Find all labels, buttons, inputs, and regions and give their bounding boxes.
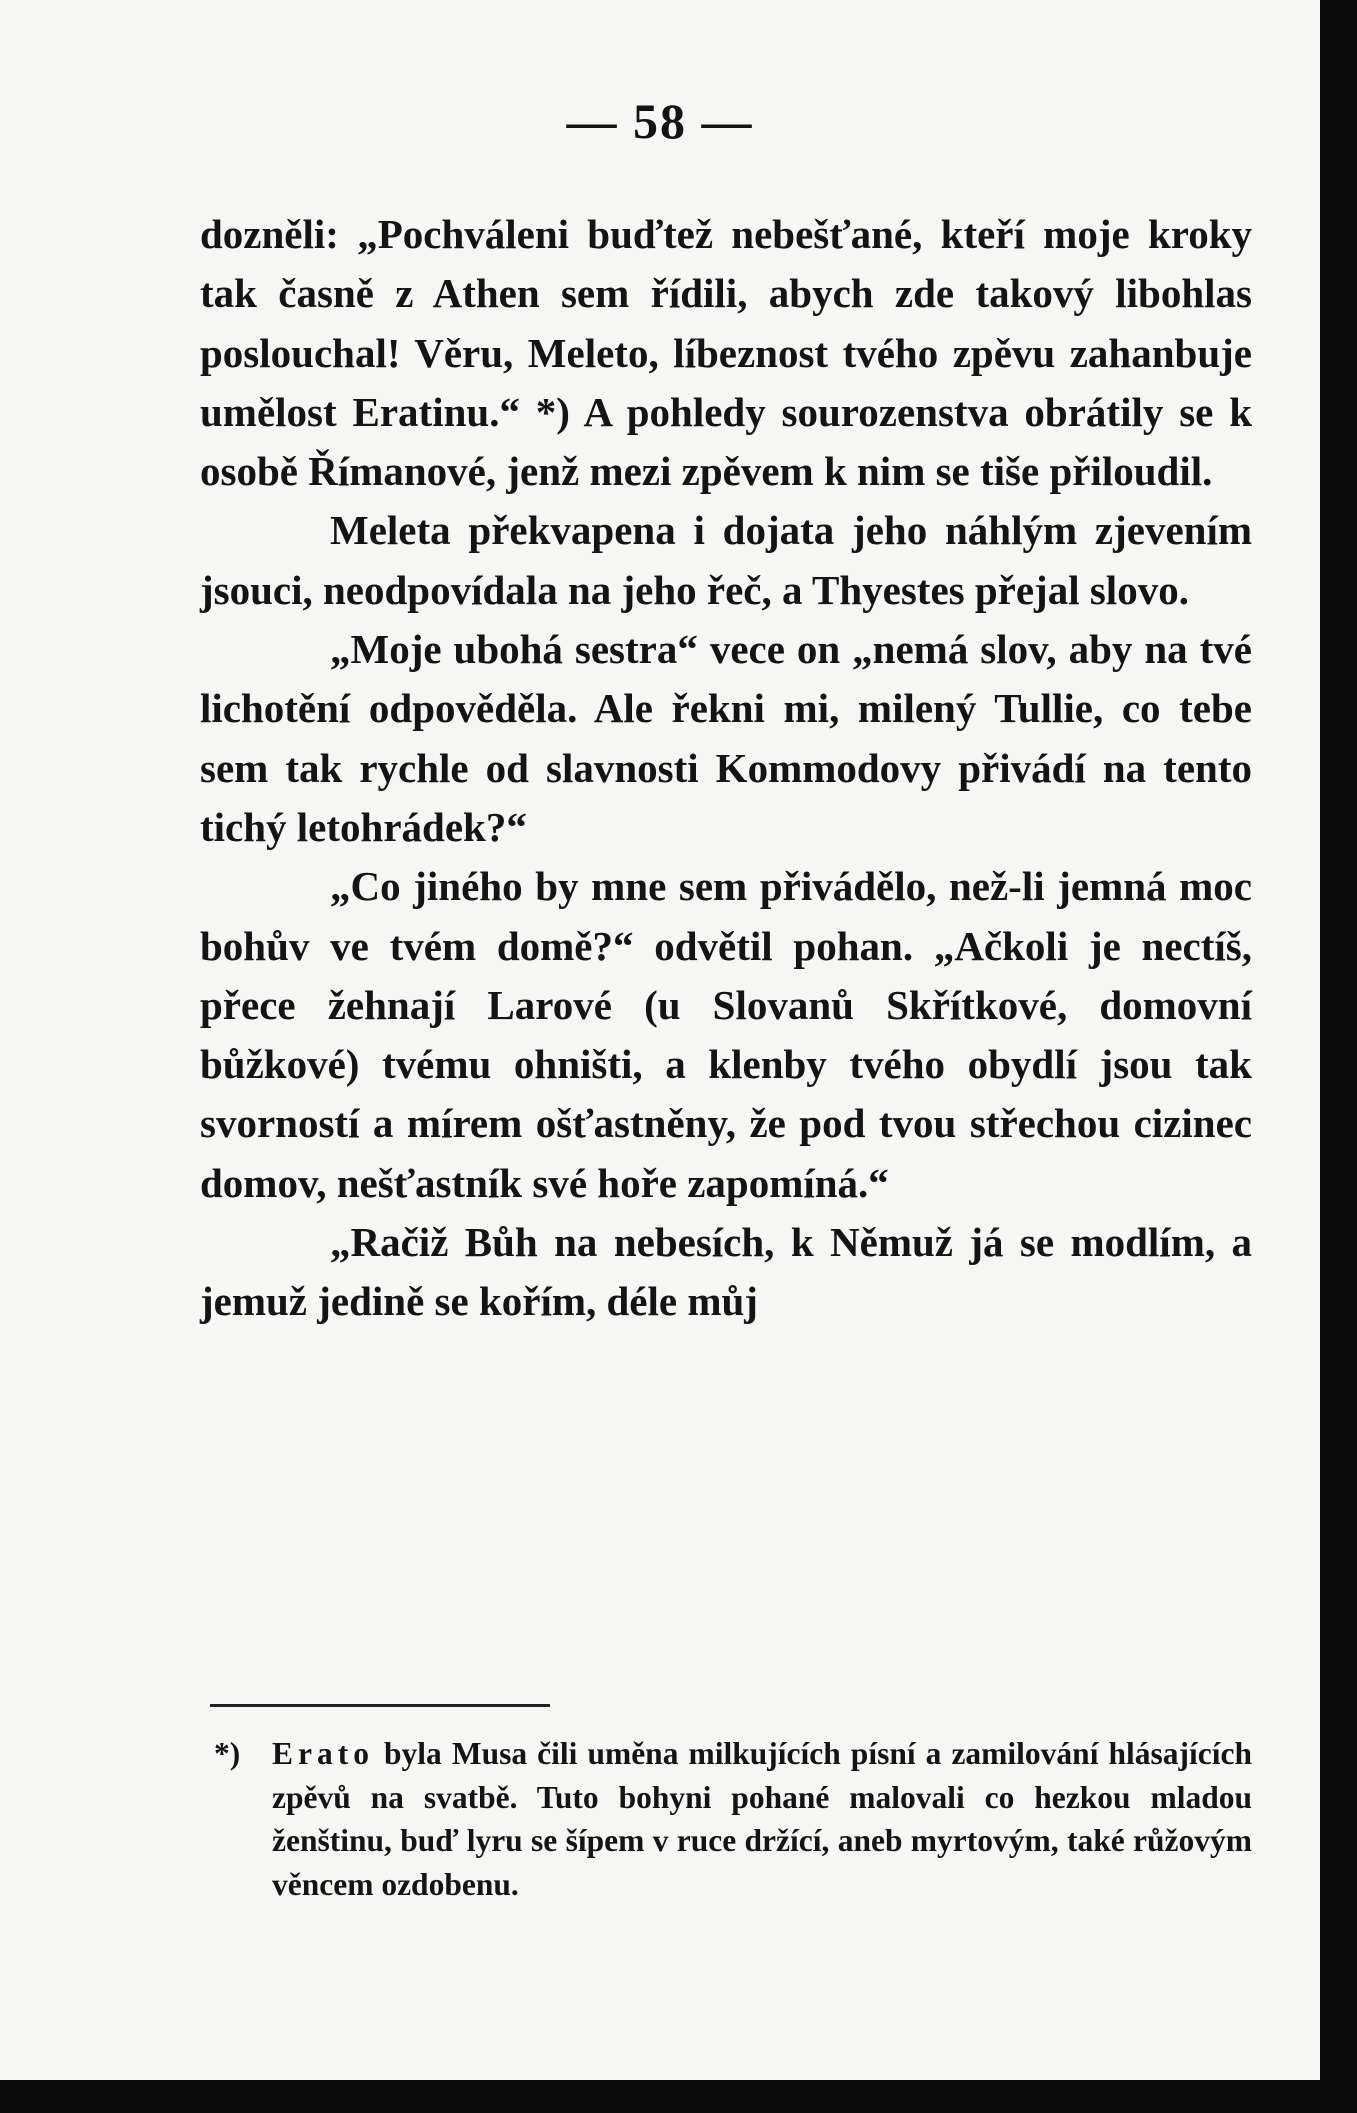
- paragraph-4: „Co jiného by mne sem přivádělo, než-li jemná moc bohův ve tvém domě?“ odvětil pohan. „Ačkoli je nectíš, přece žehnají Larové (u Slovanů Skřítkové, domovní bůžkové) tvému ohništi, a klenby tvého obydlí jsou tak svorností a mírem ošťastněny, že pod tvou střechou cizinec domov, nešťastník své hoře zapomíná.“: [200, 863, 1252, 1206]
- body-text: [200, 205, 1252, 1332]
- page-number: — 58 —: [566, 93, 754, 149]
- paragraph-5: „Račiž Bůh na nebesích, k Němuž já se modlím, a jemuž jedině se kořím, déle můj: [200, 1219, 1252, 1325]
- paragraph-3: „Moje ubohá sestra“ vece on „nemá slov, aby na tvé lichotění odpověděla. Ale řekni mi, milený Tullie, co tebe sem tak rychle od slavnosti Kommodovy přivádí na tento tichý letohrádek?“: [200, 626, 1252, 850]
- scan-border-bottom: [0, 2080, 1357, 2113]
- scan-border-right: [1320, 0, 1357, 2113]
- footnote-term: Erato: [272, 1736, 374, 1771]
- footnote-body: [214, 1732, 1252, 1906]
- footnote-text: byla Musa čili uměna milkujících písní a zamilování hlásajících zpěvů na svatbě. Tuto bohyni pohané malovali co hezkou mladou ženštinu, buď lyru se šípem v ruce držící, aneb myrtovým, také růžovým věncem ozdobenu.: [272, 1736, 1252, 1902]
- footnote-marker: *): [214, 1736, 241, 1771]
- paragraph-2: Meleta překvapena i dojata jeho náhlým zjevením jsouci, neodpovídala na jeho řeč, a Thyestes přejal slovo.: [200, 507, 1252, 613]
- footnote: [214, 1732, 1252, 1906]
- paragraph-1: dozněli: „Pochváleni buďtež nebešťané, kteří moje kroky tak časně z Athen sem řídili, abych zde takový libohlas poslouchal! Věru, Meleto, líbeznost tvého zpěvu zahanbuje umělost Eratinu.“ *) A pohledy sourozenstva obrátily se k osobě Římanové, jenž mezi zpěvem k nim se tiše přiloudil.: [200, 211, 1252, 495]
- footnote-divider: [210, 1704, 550, 1707]
